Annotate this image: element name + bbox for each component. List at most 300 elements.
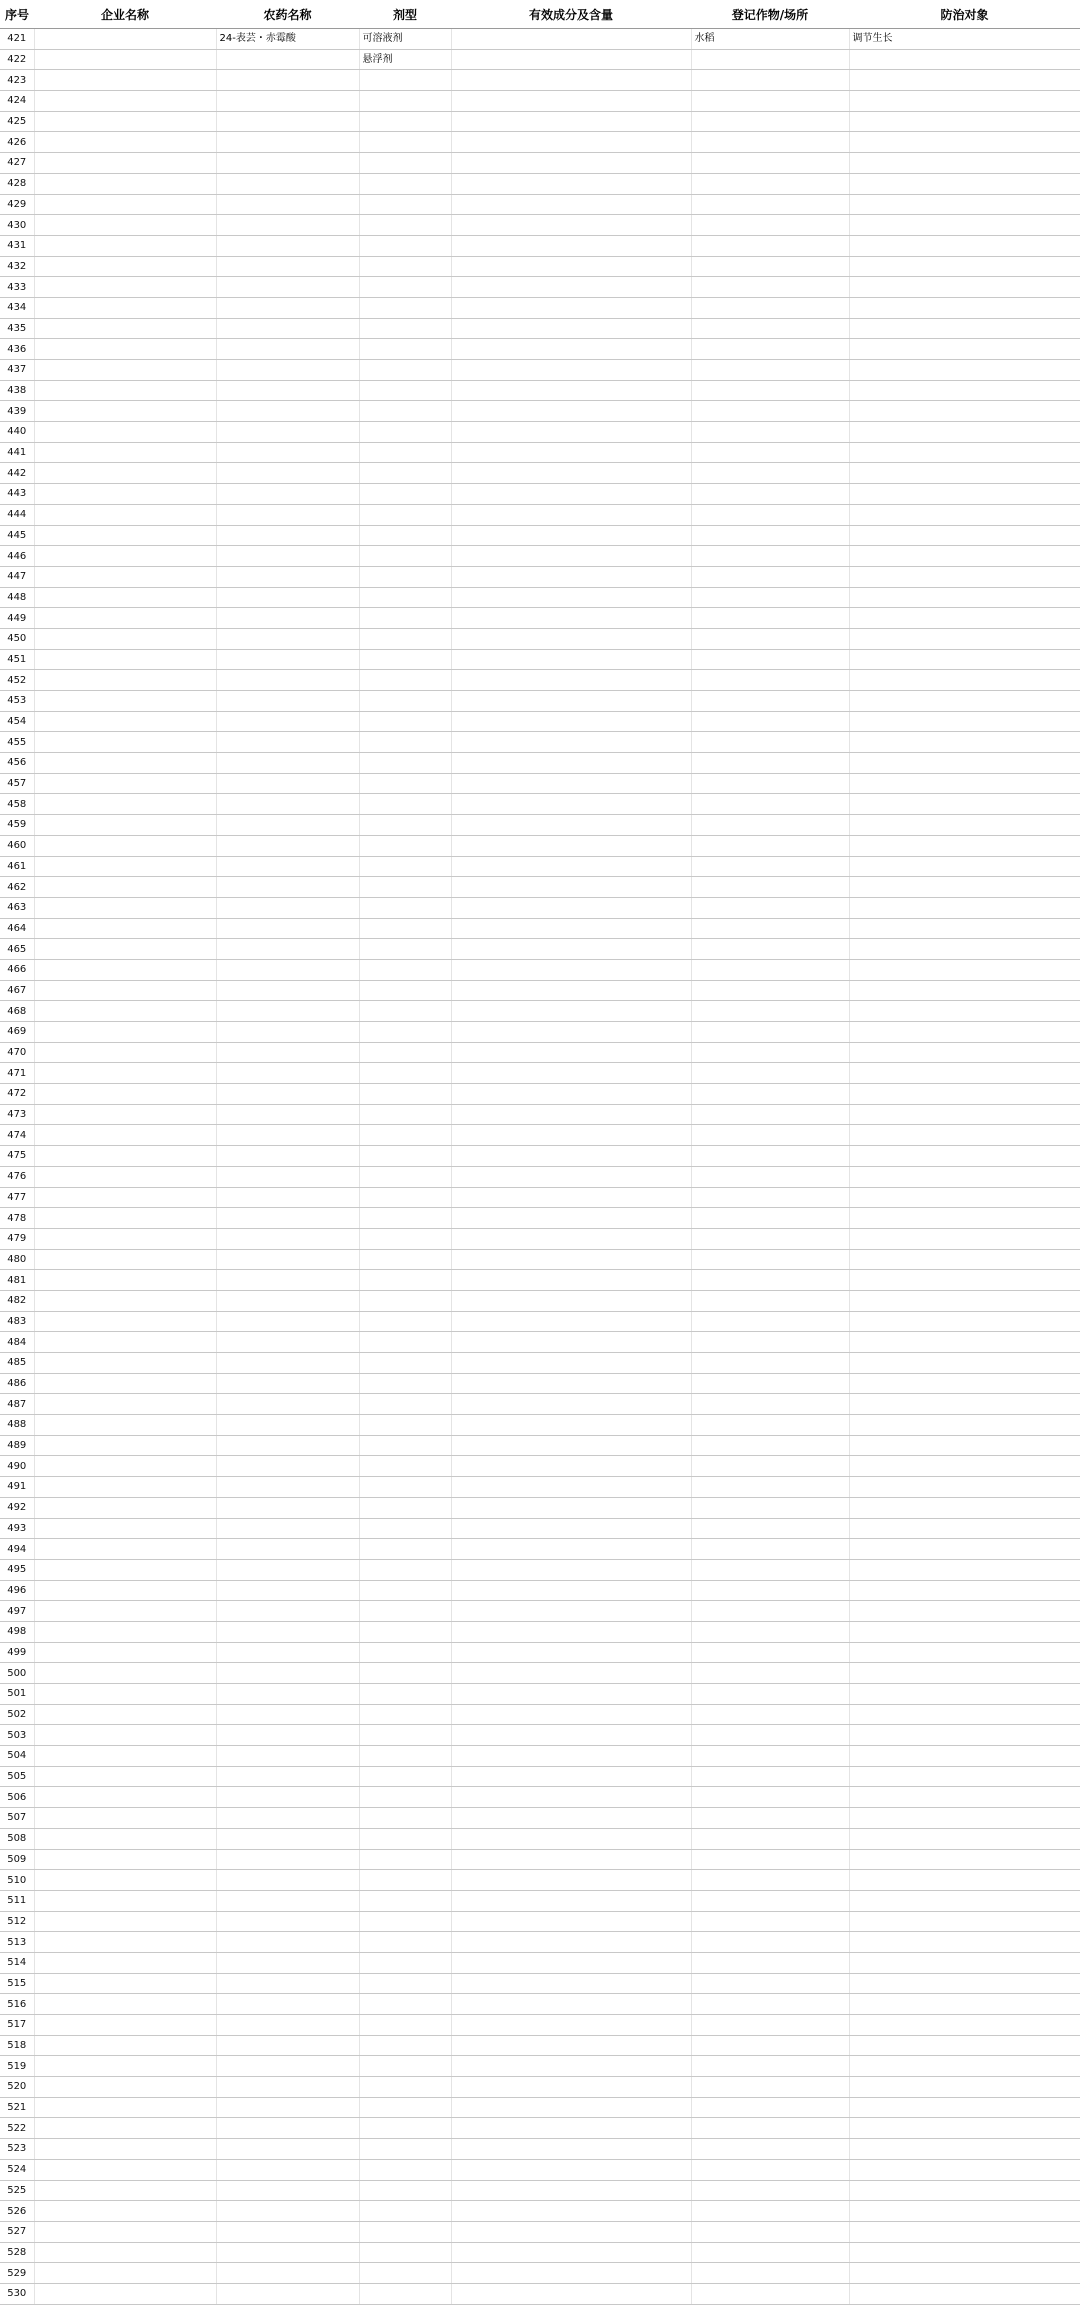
- cell-target: [849, 297, 1080, 318]
- table-row: [0, 1146, 1080, 1167]
- cell-formulation: [359, 2056, 451, 2077]
- cell-pesticide-name: [216, 1228, 359, 1249]
- cell-pesticide-name: [216, 1022, 359, 1043]
- cell-pesticide-name: [216, 732, 359, 753]
- cell-crop: [691, 1828, 849, 1849]
- cell-active-ingredient: [451, 2242, 691, 2263]
- header-pesticide-name: 农药名称: [216, 0, 359, 29]
- cell-formulation: [359, 463, 451, 484]
- cell-target: [849, 1663, 1080, 1684]
- cell-no: 454: [0, 711, 34, 732]
- cell-target: [849, 132, 1080, 153]
- cell-company: [34, 691, 216, 712]
- cell-crop: [691, 1435, 849, 1456]
- cell-company: [34, 980, 216, 1001]
- cell-target: [849, 215, 1080, 236]
- cell-crop: [691, 277, 849, 298]
- cell-no: 421: [0, 29, 34, 50]
- cell-crop: [691, 732, 849, 753]
- table-row: [0, 856, 1080, 877]
- cell-target: [849, 1332, 1080, 1353]
- cell-pesticide-name: [216, 111, 359, 132]
- cell-active-ingredient: [451, 1373, 691, 1394]
- cell-active-ingredient: [451, 1146, 691, 1167]
- cell-formulation: [359, 360, 451, 381]
- cell-target: [849, 1415, 1080, 1436]
- cell-no: 453: [0, 691, 34, 712]
- table-row: [0, 1104, 1080, 1125]
- cell-crop: [691, 566, 849, 587]
- cell-pesticide-name: [216, 1497, 359, 1518]
- table-row: [0, 628, 1080, 649]
- cell-pesticide-name: [216, 1042, 359, 1063]
- cell-formulation: [359, 1828, 451, 1849]
- table-row: [0, 897, 1080, 918]
- cell-no: 520: [0, 2077, 34, 2098]
- cell-pesticide-name: [216, 2077, 359, 2098]
- cell-target: [849, 980, 1080, 1001]
- cell-formulation: [359, 1166, 451, 1187]
- cell-crop: [691, 1601, 849, 1622]
- cell-target: [849, 111, 1080, 132]
- cell-target: [849, 1456, 1080, 1477]
- cell-active-ingredient: [451, 1539, 691, 1560]
- cell-company: [34, 1601, 216, 1622]
- table-row: [0, 918, 1080, 939]
- cell-crop: [691, 711, 849, 732]
- cell-crop: [691, 173, 849, 194]
- table-row: [0, 1249, 1080, 1270]
- cell-formulation: [359, 566, 451, 587]
- cell-no: 445: [0, 525, 34, 546]
- cell-target: [849, 1228, 1080, 1249]
- table-row: [0, 1621, 1080, 1642]
- cell-pesticide-name: [216, 1663, 359, 1684]
- cell-no: 484: [0, 1332, 34, 1353]
- cell-formulation: [359, 401, 451, 422]
- cell-company: [34, 856, 216, 877]
- cell-crop: [691, 1973, 849, 1994]
- cell-formulation: [359, 442, 451, 463]
- cell-formulation: [359, 1704, 451, 1725]
- cell-pesticide-name: [216, 1063, 359, 1084]
- cell-target: [849, 1435, 1080, 1456]
- cell-crop: [691, 401, 849, 422]
- cell-active-ingredient: [451, 1228, 691, 1249]
- cell-pesticide-name: [216, 1125, 359, 1146]
- cell-crop: [691, 2263, 849, 2284]
- cell-target: [849, 173, 1080, 194]
- cell-target: [849, 2159, 1080, 2180]
- cell-target: [849, 773, 1080, 794]
- cell-crop: [691, 1559, 849, 1580]
- cell-pesticide-name: [216, 1911, 359, 1932]
- cell-active-ingredient: [451, 1725, 691, 1746]
- cell-target: [849, 670, 1080, 691]
- cell-pesticide-name: [216, 1539, 359, 1560]
- cell-company: [34, 2263, 216, 2284]
- cell-active-ingredient: [451, 1932, 691, 1953]
- cell-pesticide-name: [216, 1973, 359, 1994]
- cell-crop: [691, 2118, 849, 2139]
- cell-pesticide-name: [216, 1580, 359, 1601]
- cell-active-ingredient: [451, 215, 691, 236]
- table-row: [0, 380, 1080, 401]
- cell-target: [849, 856, 1080, 877]
- cell-formulation: [359, 422, 451, 443]
- table-row: [0, 939, 1080, 960]
- cell-crop: [691, 339, 849, 360]
- cell-pesticide-name: [216, 1187, 359, 1208]
- cell-active-ingredient: [451, 132, 691, 153]
- cell-pesticide-name: [216, 1642, 359, 1663]
- table-row: [0, 691, 1080, 712]
- cell-no: 525: [0, 2180, 34, 2201]
- cell-company: [34, 546, 216, 567]
- cell-no: 474: [0, 1125, 34, 1146]
- cell-company: [34, 959, 216, 980]
- cell-crop: [691, 463, 849, 484]
- cell-formulation: [359, 277, 451, 298]
- cell-target: [849, 1621, 1080, 1642]
- cell-company: [34, 1001, 216, 1022]
- cell-company: [34, 339, 216, 360]
- cell-no: 448: [0, 587, 34, 608]
- cell-crop: [691, 91, 849, 112]
- cell-target: [849, 256, 1080, 277]
- cell-formulation: [359, 1518, 451, 1539]
- cell-company: [34, 566, 216, 587]
- cell-active-ingredient: [451, 1746, 691, 1767]
- cell-no: 490: [0, 1456, 34, 1477]
- cell-company: [34, 173, 216, 194]
- cell-company: [34, 380, 216, 401]
- table-row: [0, 153, 1080, 174]
- cell-pesticide-name: [216, 401, 359, 422]
- cell-no: 444: [0, 504, 34, 525]
- cell-pesticide-name: [216, 566, 359, 587]
- cell-company: [34, 1684, 216, 1705]
- cell-company: [34, 1580, 216, 1601]
- cell-crop: [691, 256, 849, 277]
- cell-active-ingredient: [451, 1042, 691, 1063]
- table-row: [0, 566, 1080, 587]
- cell-active-ingredient: [451, 463, 691, 484]
- cell-target: [849, 277, 1080, 298]
- cell-company: [34, 773, 216, 794]
- cell-crop: [691, 794, 849, 815]
- cell-target: [849, 1973, 1080, 1994]
- cell-crop: [691, 215, 849, 236]
- cell-company: [34, 1870, 216, 1891]
- cell-crop: [691, 1146, 849, 1167]
- cell-pesticide-name: [216, 546, 359, 567]
- table-row: [0, 1290, 1080, 1311]
- cell-target: [849, 587, 1080, 608]
- table-row: [0, 1022, 1080, 1043]
- table-row: [0, 1952, 1080, 1973]
- cell-company: [34, 897, 216, 918]
- cell-crop: [691, 670, 849, 691]
- cell-formulation: [359, 1870, 451, 1891]
- cell-active-ingredient: [451, 1994, 691, 2015]
- cell-no: 446: [0, 546, 34, 567]
- cell-company: [34, 1746, 216, 1767]
- cell-company: [34, 2118, 216, 2139]
- cell-no: 436: [0, 339, 34, 360]
- table-row: [0, 442, 1080, 463]
- cell-pesticide-name: [216, 1456, 359, 1477]
- cell-pesticide-name: [216, 1270, 359, 1291]
- cell-company: [34, 1518, 216, 1539]
- cell-target: [849, 339, 1080, 360]
- table-row: [0, 1704, 1080, 1725]
- cell-crop: [691, 1932, 849, 1953]
- cell-no: 493: [0, 1518, 34, 1539]
- table-row: [0, 1787, 1080, 1808]
- cell-formulation: [359, 1994, 451, 2015]
- cell-pesticide-name: [216, 2242, 359, 2263]
- cell-pesticide-name: [216, 1746, 359, 1767]
- cell-no: 464: [0, 918, 34, 939]
- cell-target: [849, 1870, 1080, 1891]
- cell-active-ingredient: [451, 29, 691, 50]
- cell-pesticide-name: [216, 153, 359, 174]
- table-row: [0, 1890, 1080, 1911]
- cell-formulation: [359, 2221, 451, 2242]
- cell-active-ingredient: [451, 173, 691, 194]
- cell-pesticide-name: [216, 360, 359, 381]
- cell-active-ingredient: [451, 1559, 691, 1580]
- cell-active-ingredient: [451, 794, 691, 815]
- table-row: [0, 877, 1080, 898]
- cell-company: [34, 153, 216, 174]
- table-row: [0, 753, 1080, 774]
- cell-no: 506: [0, 1787, 34, 1808]
- cell-target: [849, 380, 1080, 401]
- cell-no: 522: [0, 2118, 34, 2139]
- cell-pesticide-name: [216, 959, 359, 980]
- cell-company: [34, 1146, 216, 1167]
- cell-no: 523: [0, 2139, 34, 2160]
- cell-no: 429: [0, 194, 34, 215]
- cell-active-ingredient: [451, 318, 691, 339]
- cell-no: 469: [0, 1022, 34, 1043]
- cell-active-ingredient: [451, 49, 691, 70]
- cell-company: [34, 1932, 216, 1953]
- cell-pesticide-name: [216, 2035, 359, 2056]
- cell-formulation: [359, 1373, 451, 1394]
- cell-no: 516: [0, 1994, 34, 2015]
- cell-pesticide-name: [216, 897, 359, 918]
- cell-pesticide-name: [216, 318, 359, 339]
- cell-formulation: [359, 70, 451, 91]
- cell-active-ingredient: [451, 1415, 691, 1436]
- cell-company: [34, 1911, 216, 1932]
- cell-target: [849, 442, 1080, 463]
- cell-no: 521: [0, 2097, 34, 2118]
- cell-active-ingredient: [451, 587, 691, 608]
- cell-formulation: [359, 2035, 451, 2056]
- cell-company: [34, 2077, 216, 2098]
- cell-crop: [691, 1746, 849, 1767]
- cell-no: 514: [0, 1952, 34, 1973]
- cell-active-ingredient: [451, 1394, 691, 1415]
- cell-no: 461: [0, 856, 34, 877]
- cell-target: [849, 504, 1080, 525]
- cell-target: [849, 1932, 1080, 1953]
- cell-active-ingredient: [451, 1208, 691, 1229]
- table-row: [0, 463, 1080, 484]
- cell-formulation: [359, 91, 451, 112]
- cell-company: [34, 1477, 216, 1498]
- cell-pesticide-name: [216, 1146, 359, 1167]
- cell-formulation: [359, 1270, 451, 1291]
- cell-formulation: [359, 1725, 451, 1746]
- cell-active-ingredient: [451, 1621, 691, 1642]
- cell-pesticide-name: [216, 1621, 359, 1642]
- cell-formulation: [359, 1952, 451, 1973]
- cell-no: 451: [0, 649, 34, 670]
- cell-company: [34, 256, 216, 277]
- cell-company: [34, 235, 216, 256]
- cell-company: [34, 1828, 216, 1849]
- cell-target: [849, 49, 1080, 70]
- cell-crop: [691, 2221, 849, 2242]
- cell-pesticide-name: [216, 1415, 359, 1436]
- cell-no: 504: [0, 1746, 34, 1767]
- table-row: [0, 525, 1080, 546]
- cell-crop: [691, 1684, 849, 1705]
- cell-formulation: [359, 1415, 451, 1436]
- cell-active-ingredient: [451, 649, 691, 670]
- header-crop: 登记作物/场所: [691, 0, 849, 29]
- cell-pesticide-name: [216, 1849, 359, 1870]
- cell-formulation: [359, 1435, 451, 1456]
- cell-crop: [691, 70, 849, 91]
- cell-formulation: [359, 1663, 451, 1684]
- cell-pesticide-name: [216, 2118, 359, 2139]
- cell-crop: [691, 111, 849, 132]
- cell-formulation: [359, 1808, 451, 1829]
- cell-no: 441: [0, 442, 34, 463]
- cell-pesticide-name: [216, 256, 359, 277]
- cell-formulation: [359, 835, 451, 856]
- table-row: [0, 1228, 1080, 1249]
- cell-pesticide-name: [216, 1766, 359, 1787]
- cell-no: 426: [0, 132, 34, 153]
- cell-crop: [691, 1663, 849, 1684]
- cell-company: [34, 587, 216, 608]
- cell-active-ingredient: [451, 1704, 691, 1725]
- cell-target: [849, 1580, 1080, 1601]
- cell-company: [34, 1394, 216, 1415]
- cell-active-ingredient: [451, 2097, 691, 2118]
- cell-target: [849, 360, 1080, 381]
- cell-active-ingredient: [451, 1890, 691, 1911]
- cell-formulation: [359, 153, 451, 174]
- table-row: [0, 670, 1080, 691]
- cell-formulation: [359, 1104, 451, 1125]
- cell-pesticide-name: [216, 2180, 359, 2201]
- cell-pesticide-name: [216, 1870, 359, 1891]
- cell-formulation: [359, 1332, 451, 1353]
- cell-active-ingredient: [451, 1270, 691, 1291]
- cell-pesticide-name: [216, 1518, 359, 1539]
- cell-no: 503: [0, 1725, 34, 1746]
- cell-crop: [691, 2159, 849, 2180]
- cell-company: [34, 628, 216, 649]
- cell-crop: [691, 49, 849, 70]
- cell-crop: [691, 380, 849, 401]
- cell-no: 487: [0, 1394, 34, 1415]
- cell-crop: [691, 235, 849, 256]
- cell-formulation: [359, 504, 451, 525]
- cell-pesticide-name: [216, 132, 359, 153]
- cell-pesticide-name: [216, 1353, 359, 1374]
- cell-crop: [691, 2056, 849, 2077]
- cell-active-ingredient: [451, 1104, 691, 1125]
- cell-company: [34, 1642, 216, 1663]
- cell-crop: [691, 1994, 849, 2015]
- cell-company: [34, 70, 216, 91]
- table-row: [0, 1332, 1080, 1353]
- cell-no: 424: [0, 91, 34, 112]
- cell-active-ingredient: [451, 2263, 691, 2284]
- cell-company: [34, 1539, 216, 1560]
- cell-pesticide-name: [216, 1104, 359, 1125]
- cell-formulation: [359, 380, 451, 401]
- table-row: [0, 1849, 1080, 1870]
- cell-crop: [691, 815, 849, 836]
- cell-no: 438: [0, 380, 34, 401]
- cell-pesticide-name: [216, 691, 359, 712]
- cell-target: [849, 1187, 1080, 1208]
- cell-no: 482: [0, 1290, 34, 1311]
- cell-formulation: [359, 2242, 451, 2263]
- table-row: [0, 1870, 1080, 1891]
- cell-no: 432: [0, 256, 34, 277]
- cell-company: [34, 1994, 216, 2015]
- cell-no: 486: [0, 1373, 34, 1394]
- table-row: [0, 1601, 1080, 1622]
- cell-crop: [691, 318, 849, 339]
- cell-target: [849, 1559, 1080, 1580]
- table-row: [0, 711, 1080, 732]
- cell-company: [34, 2221, 216, 2242]
- cell-crop: [691, 525, 849, 546]
- cell-crop: [691, 1104, 849, 1125]
- cell-pesticide-name: [216, 484, 359, 505]
- cell-active-ingredient: [451, 1187, 691, 1208]
- cell-crop: [691, 1166, 849, 1187]
- cell-formulation: [359, 877, 451, 898]
- cell-pesticide-name: [216, 2056, 359, 2077]
- table-row: [0, 2180, 1080, 2201]
- cell-pesticide-name: [216, 91, 359, 112]
- cell-active-ingredient: [451, 194, 691, 215]
- cell-formulation: [359, 670, 451, 691]
- cell-active-ingredient: [451, 1497, 691, 1518]
- cell-formulation: [359, 484, 451, 505]
- cell-formulation: [359, 2159, 451, 2180]
- cell-active-ingredient: [451, 732, 691, 753]
- cell-crop: [691, 897, 849, 918]
- cell-crop: [691, 939, 849, 960]
- cell-company: [34, 297, 216, 318]
- table-row: [0, 1746, 1080, 1767]
- cell-crop: [691, 2139, 849, 2160]
